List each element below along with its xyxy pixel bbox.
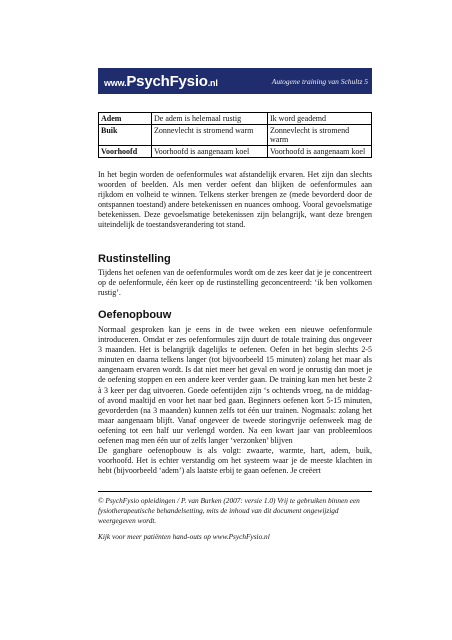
table-row — [99, 146, 372, 158]
table-row — [99, 125, 372, 146]
formula-table — [98, 112, 372, 158]
oefenopbouw-paragraph-2: De gangbare oefenopbouw is als volgt: zwaarte, warmte, hart, adem, buik, voorhoofd. Het is echter verstandig om het systeem waar je de meeste klachten in hebt (bijvoorbeeld ‘adem’) als laatste erbij te gaan oefenen. Je creëert — [98, 446, 372, 476]
table-cell: Ik word geademd — [268, 113, 372, 125]
intro-paragraph: In het begin worden de oefenformules wat afstandelijk ervaren. Het zijn dan slechts woorden of beelden. Als men verder oefent dan blijken de oefenformules aan rijkdom en volheid te winnen. Telkens sterker brengen ze (mede bevorderd door de ontspannen toestand) andere betekenissen en nuances omhoog. Vooral gevoelsmatige betekenissen. Deze gevoelsmatige betekenissen zijn belangrijk, want deze brengen uiteindelijk de toestandsverandering tot stand. — [98, 170, 372, 230]
table-cell: Voorhoofd is aangenaam koel — [268, 146, 372, 158]
header-banner — [98, 68, 372, 94]
footer-copyright: © PsychFysio opleidingen / P. van Burken (2007: versie 1.0) Vrij te gebruiken binnen een fysiotherapeutische behandelsetting, mits de inhoud van dit document ongewijzigd weergegeven wordt. — [98, 496, 360, 525]
table-cell-term: Voorhoofd — [99, 146, 152, 158]
table-cell-term: Adem — [99, 113, 152, 125]
table-cell: De adem is helemaal rustig — [152, 113, 268, 125]
heading-rustinstelling: Rustinstelling — [98, 253, 171, 265]
rustinstelling-paragraph: Tijdens het oefenen van de oefenformules wordt om de zes keer dat je je concentreert op de oefenformule, één keer op de rustinstelling geconcentreerd: ‘ik ben volkomen rustig’. — [98, 268, 372, 298]
footer-divider — [98, 491, 372, 492]
footer-website-link[interactable]: Kijk voor meer patiënten hand-outs op www.PsychFysio.nl — [98, 532, 270, 541]
table-cell-term: Buik — [99, 125, 152, 146]
oefenopbouw-paragraph: Normaal gesproken kan je eens in de twee weken een nieuwe oefenformule introduceren. Omdat er zes oefenformules zijn duurt de totale training dus ongeveer 3 maanden. Het is belangrijk dagelijks te oefenen. Oefen in het begin slechts 2-5 minuten en daarna telkens langer (tot bijvoorbeeld 15 minuten) zolang het maar als aangenaam ervaren wordt. Is dat niet meer het geval en word je onrustig dan moet je de oefening stoppen en een andere keer verder gaan. De training kan men het beste 2 à 3 keer per dag uitvoeren. Goede oefentijden zijn ‘s ochtends vroeg, na de middag- of avond maaltijd en voor het naar bed gaan. Beginners oefenen kort 5-15 minuten, gevorderden (na 3 maanden) kunnen zelfs tot één uur trainen. Nogmaals: zolang het maar aangenaam blijft. Vanaf ongeveer de tweede storingvrije oefenweek mag de oefening tot een half uur verlengd worden. Na een kwart jaar van probleemloos oefenen mag men één uur of zelfs langer ‘verzonken’ blijven — [98, 325, 372, 446]
table-cell: Zonnevlecht is stromend warm — [152, 125, 268, 146]
heading-oefenopbouw: Oefenopbouw — [98, 309, 172, 321]
table-cell: Voorhoofd is aangenaam koel — [152, 146, 268, 158]
psychfysio-logo: www.PsychFysio.nl — [104, 72, 218, 90]
table-row — [99, 113, 372, 125]
table-cell: Zonnevlecht is stromend warm — [268, 125, 372, 146]
header-subtitle: Autogene training van Schultz 5 — [271, 76, 368, 86]
